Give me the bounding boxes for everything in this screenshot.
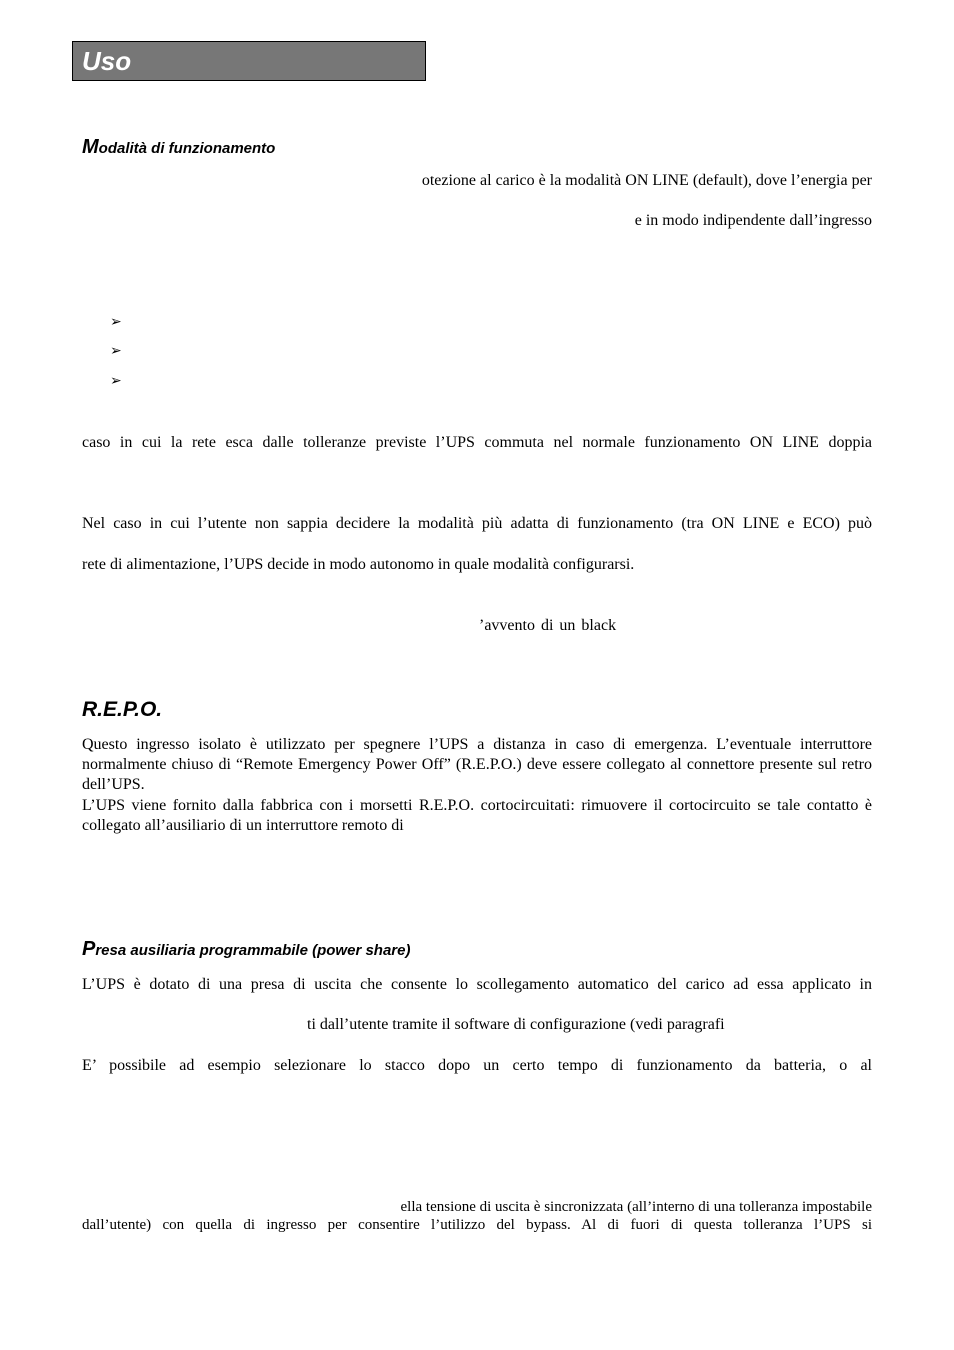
- modalita-line-2: e in modo indipendente dall’ingresso: [634, 212, 872, 229]
- heading-modalita: [82, 136, 275, 159]
- bullet-arrow-icon: ➢: [110, 343, 122, 359]
- page-title: Uso: [82, 46, 132, 76]
- bullet-arrow-icon: ➢: [110, 373, 122, 389]
- modalita-line-1: otezione al carico è la modalità ON LINE (default), dove l’energia per: [421, 172, 872, 189]
- presa-line-1: [82, 976, 872, 994]
- footer-line-1: ella tensione di uscita è sincronizzata (all’interno di una tolleranza impostabile: [400, 1199, 872, 1215]
- section-header-bar: [72, 41, 426, 81]
- modalita-para-3-line-1-text: Nel caso in cui l’utente non sappia decidere la modalità più adatta di funzionamento (tra ON LINE e ECO) può: [82, 515, 872, 532]
- presa-line-1-text: L’UPS è dotato di una presa di uscita che consente lo scollegamento automatico del carico ad essa applicato in: [82, 976, 872, 993]
- bullet-arrow-icon: ➢: [110, 314, 122, 330]
- heading-presa: [82, 938, 410, 961]
- heading-modalita-cap: M: [82, 136, 99, 158]
- modalita-para-2-text: caso in cui la rete esca dalle tolleranze previste l’UPS commuta nel normale funzionamento ON LINE doppia: [82, 434, 872, 451]
- repo-para-1: Questo ingresso isolato è utilizzato per spegnere l’UPS a distanza in caso di emergenza. L’eventuale interruttore normalmente chiuso di “Remote Emergency Power Off” (R.E.P.O.) deve essere collegato al connettore presente sul retro dell’UPS.: [82, 736, 872, 793]
- heading-modalita-rest: odalità di funzionamento: [98, 140, 276, 157]
- footer-line-2: [82, 1217, 872, 1234]
- heading-presa-part-2: power share): [317, 942, 411, 959]
- presa-line-2: ti dall’utente tramite il software di configurazione (vedi paragrafi: [307, 1016, 725, 1033]
- heading-presa-part-1: resa ausiliaria programmabile (: [95, 942, 318, 959]
- modalita-para-2: [82, 434, 872, 452]
- modalita-para-3-line-2: rete di alimentazione, l’UPS decide in modo autonomo in quale modalità configurarsi.: [82, 556, 635, 573]
- heading-repo: R.E.P.O.: [82, 698, 163, 721]
- modalita-para-3-line-1: [82, 515, 872, 533]
- presa-line-3-text: E’ possibile ad esempio selezionare lo stacco dopo un certo tempo di funzionamento da batteria, o al: [82, 1057, 872, 1074]
- presa-line-3: [82, 1057, 872, 1075]
- modalita-para-4: ’avvento di un black: [479, 617, 617, 634]
- repo-para-2: L’UPS viene fornito dalla fabbrica con i morsetti R.E.P.O. cortocircuitati: rimuovere il cortocircuito se tale contatto è collegato all’ausiliario di un interruttore remoto di: [82, 797, 872, 834]
- footer-line-2-text: dall’utente) con quella di ingresso per consentire l’utilizzo del bypass. Al di fuori di questa tolleranza l’UPS si: [82, 1217, 872, 1233]
- heading-presa-cap-1: P: [82, 938, 96, 960]
